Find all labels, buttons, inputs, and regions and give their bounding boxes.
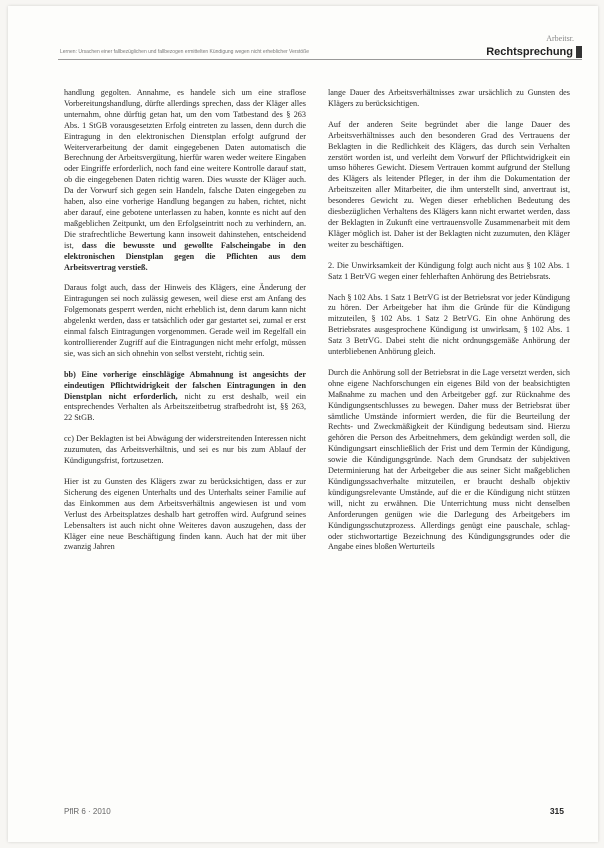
paragraph-bold-text: bb) Eine vorherige einschlägige Abmahnung ist angesichts der eindeutigen Pflichtwidrigkeit der falschen Eintragungen in den Dienstplan nicht erforderlich, [64,369,306,401]
paragraph: lange Dauer des Arbeitsverhältnisses zwar ursächlich zu Gunsten des Klägers zu berücksichtigen. [328,88,570,108]
right-column [328,88,570,563]
running-head: Lernen: Ursachen einer fallbezüglichen und fallbezogen ermittelten Kündigung wegen nicht erheblicher Verstöße [60,49,310,55]
paragraph: 2. Die Unwirksamkeit der Kündigung folgt auch nicht aus § 102 Abs. 1 Satz 1 BetrVG wegen einer fehlerhaften Anhörung des Betriebsrats. [328,260,570,281]
journal-footer: PflR 6 · 2010 [64,807,111,816]
paragraph-text: nicht zu erst deshalb, weil ein entsprechendes Verhalten als Arbeitszeitbetrug strafbedroht ist, §§ 263, 22 StGB. [64,391,306,423]
rubric-marker [576,46,582,58]
left-column [64,88,306,563]
paragraph: cc) Der Beklagten ist bei Abwägung der widerstreitenden Interessen nicht zuzumuten, das Arbeitsverhältnis, und sei es nur bis zum Ablauf der Kündigungsfrist, fortzusetzen. [64,434,306,466]
paragraph-text: handlung gegolten. Annahme, es handele sich um eine straflose Vorbereitungshandlung, dürfte allerdings sprechen, dass der Kläger alles unternahm, ohne dürftig getan hat, um den vom Tatbestand des § 263 Abs. 1 StGB vorausgesetzten Erfolg eintreten zu lassen, denn durch die Eintragung in den elektronischen Dienstplan erfolgt aufgrund der Weiterverarbeitung der damit eingegebenen Daten automatisch die Berechnung der Arbeitsvergütung, hierfür waren weder weitere Eingaben oder Eingriffe erforderlich, noch fand eine weitere Kontrolle darauf statt, ob die eingegebenen Daten richtig waren. Dies wusste der Kläger auch. Da der Vorwurf sich gegen sein Handeln, falsche Daten eingegeben zu haben, also eine vorherige Handlung begangen zu haben, richtet, nicht aber darauf, eine gebotene unterlassen zu haben, konnte es nicht auf den maßgeblichen Zeitpunkt, um den Erfolgseintritt noch zu verhindern, an. Die strafrechtliche Bewertung kann insoweit dahinstehen, entscheidend ist, [64,88,306,250]
paragraph: Daraus folgt auch, dass der Hinweis des Klägers, eine Änderung der Eintragungen sei noch zulässig gewesen, weil diese erst am Anfang des Folgemonats gesperrt werden, nicht erheblich ist, denn darum kann nicht abgelenkt werden, dass er tatsächlich oder gar gestartet sei, zumal er erst einmal falsch Eintragungen vorgenommen. Gerade weil im Regelfall ein kontrollierender Zugriff auf die Eintragungen nicht mehr erfolgt, müssen sie, was sich an sich ohnehin von selbst versteht, richtig sein. [64,283,306,358]
paragraph [64,370,306,425]
paragraph [64,88,306,273]
paragraph-bold-text: dass die bewusste und gewollte Falscheingabe in den elektronischen Dienstplan gegen die Pflichten aus dem Arbeitsvertrag verstieß. [64,240,306,272]
header-rule [58,59,582,60]
paragraph: Nach § 102 Abs. 1 Satz 1 BetrVG ist der Betriebsrat vor jeder Kündigung zu hören. Der Arbeitgeber hat ihm die Gründe für die Kündigung mitzuteilen, § 102 Abs. 1 Satz 2 BetrVG. Ein ohne Anhörung des Betriebsrates ausgesprochene Kündigung ist unwirksam, § 102 Abs. 1 Satz 3 BetrVG. Dabei steht die nicht ordnungsgemäße Anhörung der unterbliebenen Anhörung gleich. [328,292,570,357]
paragraph: Durch die Anhörung soll der Betriebsrat in die Lage versetzt werden, sich ohne eigene Nachforschungen ein eigenes Bild von der beabsichtigten Maßnahme zu machen und den Arbeitgeber ggf. zur Rücknahme des Kündigungsentschlusses zu bewegen. Daher muss der Betriebsrat über sämtliche Umstände informiert werden, die für die Beurteilung der Rechts- und Zweckmäßigkeit der Kündigung bedeutsam sind. Hierzu gehören die Person des Arbeitnehmers, dem gekündigt werden soll, die Kündigungsart einschließlich der Frist und dem Termin der Kündigung, sowie die Kündigungsgründe. Nach dem Grundsatz der subjektiven Determinierung hat der Arbeitgeber die aus seiner Sicht maßgeblichen Kündigungssachverhalte mitzuteilen, er braucht deshalb objektiv kündigungsrelevante Umstände, auf die er die Kündigung nicht stützen will, nicht zu erwähnen. Die Unterrichtung muss nicht denselben Anforderungen genügen wie die Darlegung des Arbeitgebers im Kündigungsschutzprozess. Allerdings genügt eine pauschale, schlag- oder stichwortartige Bezeichnung des Kündigungsgrundes oder die Angabe eines bloßen Werturteils [328,367,570,552]
rubric-title: Rechtsprechung [486,46,573,58]
section-tag: Arbeitsr. [546,34,574,43]
paragraph: Hier ist zu Gunsten des Klägers zwar zu berücksichtigen, dass er zur Sicherung des eigenen Unterhalts und des Unterhalts seiner Familie auf das Einkommen aus dem Arbeitsverhältnis angewiesen ist und vom Verlust des Arbeitsplatzes deshalb hart getroffen wird. Aufgrund seines Lebensalters ist auch nicht ohne Weiteres davon auszugehen, dass der Kläger eine neue Beschäftigung finden kann. Auch hat der mit über zwanzig Jahren [64,477,306,552]
page-number: 315 [549,806,564,816]
paragraph: Auf der anderen Seite begründet aber die lange Dauer des Arbeitsverhältnisses auch den besonderen Grad des Vertrauens der Beklagten in die Redlichkeit des Klägers, das durch sein Verhalten zerstört worden ist, und verleiht dem Vorwurf der Pflichtwidrigkeit ein umso höheres Gewicht. Diesem Vertrauen kommt aufgrund der Stellung des Klägers als leitender Pfleger, in der ihm die Dokumentation der Arbeitszeiten aller Mitarbeiter, die ihm unterstellt sind, anvertraut ist, besonderes Gewicht zu. Wegen dieser erheblichen Bedeutung des diesbezüglichen Verhaltens des Klägers kann nicht erwartet werden, dass der Beklagten in Zukunft eine vertrauensvolle Zusammenarbeit mit dem Kläger möglich ist. Daher ist der Beklagten nicht zuzumuten, den Kläger weiter zu beschäftigen. [328,119,570,249]
